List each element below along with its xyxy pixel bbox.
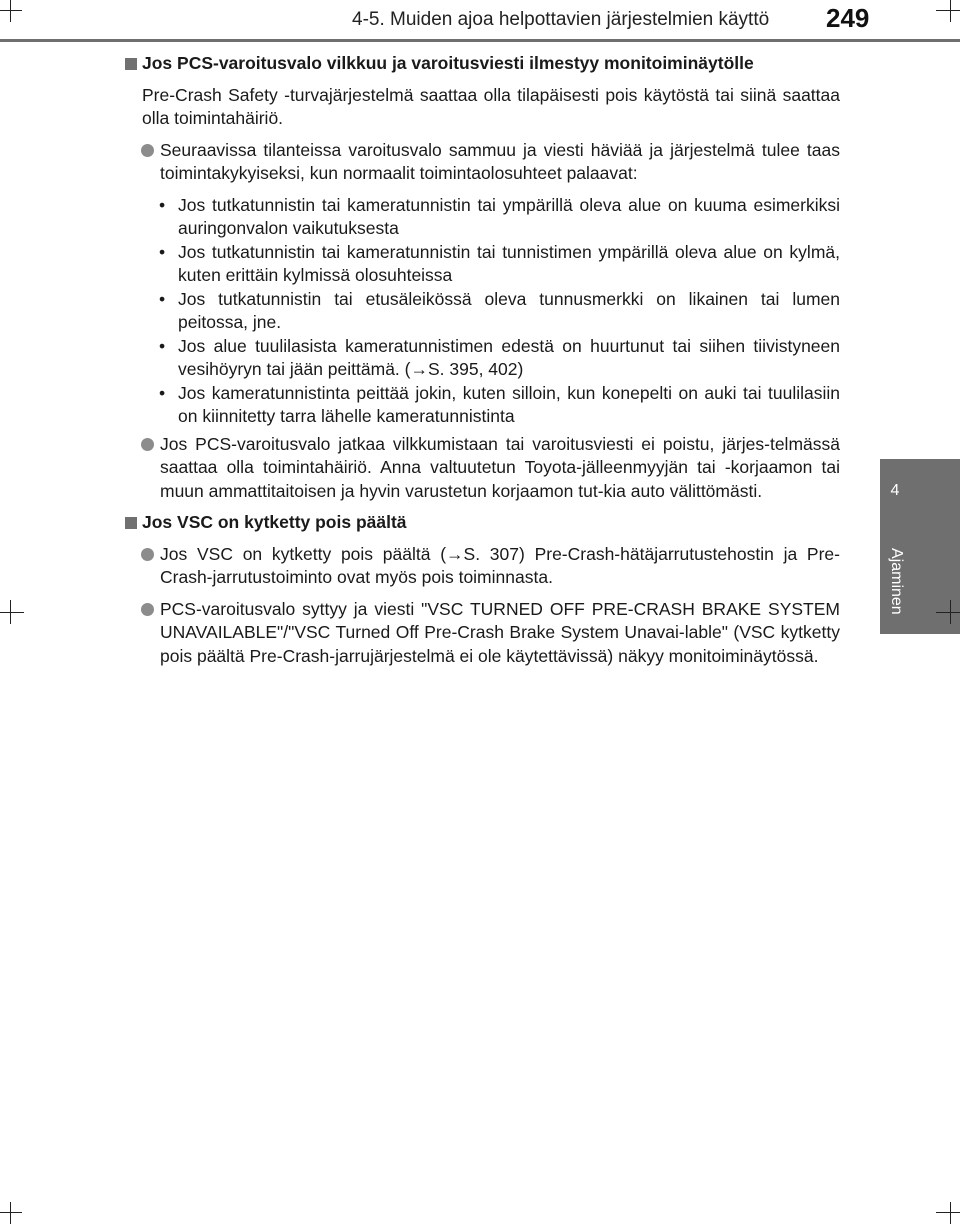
list-item <box>124 139 840 186</box>
sub-bullet-mark: • <box>159 241 166 262</box>
sub-list-item <box>124 382 840 429</box>
heading-square-icon <box>125 517 137 529</box>
sub-bullet-mark: • <box>159 194 166 215</box>
bullet-text: PCS-varoitusvalo syttyy ja viesti "VSC TURNED OFF PRE-CRASH BRAKE SYSTEM UNAVAILABLE"/"VSC Turned Off Pre-Crash Brake System Unavai-lable" (VSC kytketty pois päältä Pre-Crash-jarrujärjestelmä ei ole käytettävissä) näkyy monitoiminäytössä. <box>160 598 840 666</box>
section-heading <box>124 511 840 535</box>
sub-item-text: Jos tutkatunnistin tai etusäleikössä oleva tunnusmerkki on likainen tai lumen peitossa, jne. <box>178 288 840 332</box>
section-heading-text: Jos VSC on kytketty pois päältä <box>142 512 407 532</box>
sub-bullet-mark: • <box>159 335 166 356</box>
sub-item-text: Jos alue tuulilasista kameratunnistimen edestä on huurtunut tai siihen tiivistyneen vesihöyryn tai jään peittämä. (→S. 395, 402) <box>178 335 840 379</box>
list-item <box>124 543 840 590</box>
bullet-icon <box>141 438 154 451</box>
chapter-tab-number: 4 <box>890 482 900 499</box>
sub-bullet-mark: • <box>159 288 166 309</box>
sub-bullet-mark: • <box>159 382 166 403</box>
section-pcs-warning <box>124 52 840 503</box>
bullet-icon <box>141 144 154 157</box>
sub-list-item <box>124 335 840 382</box>
running-header: 4-5. Muiden ajoa helpottavien järjestelmien käyttö <box>352 9 770 30</box>
sub-item-text: Jos tutkatunnistin tai kameratunnistin tai tunnistimen ympärillä oleva alue on kylmä, kuten erittäin kylmissä olosuhteissa <box>178 241 840 285</box>
section-heading-text: Jos PCS-varoitusvalo vilkkuu ja varoitusviesti ilmestyy monitoiminäytölle <box>142 53 754 73</box>
chapter-tab-label: Ajaminen <box>888 548 905 615</box>
page-body <box>124 52 840 676</box>
list-item <box>124 433 840 504</box>
page-number: 249 <box>826 3 870 33</box>
section-heading <box>124 52 840 76</box>
sub-list-item <box>124 288 840 335</box>
section-vsc-off <box>124 511 840 668</box>
bullet-text: Seuraavissa tilanteissa varoitusvalo sammuu ja viesti häviää ja järjestelmä tulee taas toimintakykyiseksi, kun normaalit toimintaolosuhteet palaavat: <box>160 139 840 183</box>
sub-list-item <box>124 241 840 288</box>
bullet-icon <box>141 603 154 616</box>
sub-item-text: Jos tutkatunnistin tai kameratunnistin tai ympärillä oleva alue on kuuma esimerkiksi auringonvalon vaikutuksesta <box>178 194 840 238</box>
section-intro: Pre-Crash Safety -turvajärjestelmä saattaa olla tilapäisesti pois käytöstä tai siinä saattaa olla toimintahäiriö. <box>142 84 840 128</box>
bullet-text: Jos VSC on kytketty pois päältä (→S. 307) Pre-Crash-hätäjarrutustehostin ja Pre-Crash-jarrutustoiminto ovat myös pois toiminnasta. <box>160 543 840 587</box>
sub-item-text: Jos kameratunnistinta peittää jokin, kuten silloin, kun konepelti on auki tai tuulilasiin on kiinnitetty tarra lähelle kameratunnistinta <box>178 382 840 426</box>
bullet-text: Jos PCS-varoitusvalo jatkaa vilkkumistaan tai varoitusviesti ei poistu, järjes-telmässä saattaa olla toimintahäiriö. Anna valtuutetun Toyota-jälleenmyyjän tai -korjaamon tai muun ammattitaitoisen ja hyvin varustetun korjaamon tut-kia auto välittömästi. <box>160 433 840 501</box>
header-divider <box>0 39 960 42</box>
bullet-icon <box>141 548 154 561</box>
sub-list <box>124 194 840 429</box>
sub-list-item <box>124 194 840 241</box>
heading-square-icon <box>125 58 137 70</box>
list-item <box>124 598 840 669</box>
